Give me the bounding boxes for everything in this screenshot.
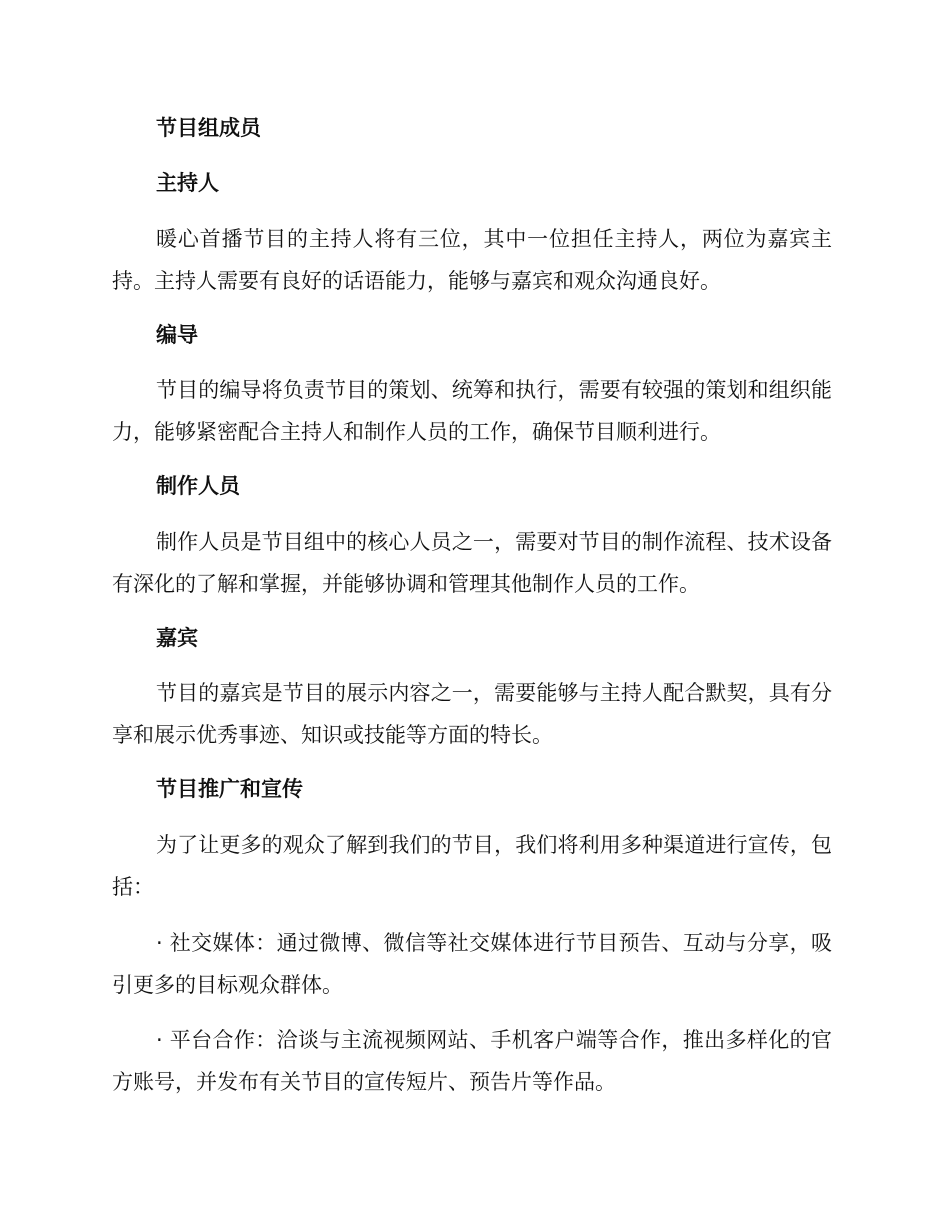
paragraph-production-staff: 制作人员是节目组中的核心人员之一，需要对节目的制作流程、技术设备有深化的了解和掌握，并能够协调和管理其他制作人员的工作。 <box>112 530 832 596</box>
heading-director: 编导 <box>156 323 198 347</box>
paragraph-host: 暖心首播节目的主持人将有三位，其中一位担任主持人，两位为嘉宾主持。主持人需要有良好的话语能力，能够与嘉宾和观众沟通良好。 <box>112 227 832 293</box>
bullet-platform-cooperation: · 平台合作：洽谈与主流视频网站、手机客户端等合作，推出多样化的官方账号，并发布有关节目的宣传短片、预告片等作品。 <box>112 1028 832 1094</box>
heading-promotion: 节目推广和宣传 <box>156 777 303 801</box>
bullet-social-media: · 社交媒体：通过微博、微信等社交媒体进行节目预告、互动与分享，吸引更多的目标观众群体。 <box>112 931 832 997</box>
heading-production-staff: 制作人员 <box>156 474 240 498</box>
paragraph-promotion: 为了让更多的观众了解到我们的节目，我们将利用多种渠道进行宣传，包括： <box>112 833 832 899</box>
paragraph-guests: 节目的嘉宾是节目的展示内容之一，需要能够与主持人配合默契，具有分享和展示优秀事迹、知识或技能等方面的特长。 <box>112 681 832 747</box>
heading-host: 主持人 <box>156 171 219 195</box>
heading-crew: 节目组成员 <box>156 116 261 140</box>
paragraph-director: 节目的编导将负责节目的策划、统筹和执行，需要有较强的策划和组织能力，能够紧密配合主持人和制作人员的工作，确保节目顺利进行。 <box>112 378 832 444</box>
heading-guests: 嘉宾 <box>156 626 198 650</box>
